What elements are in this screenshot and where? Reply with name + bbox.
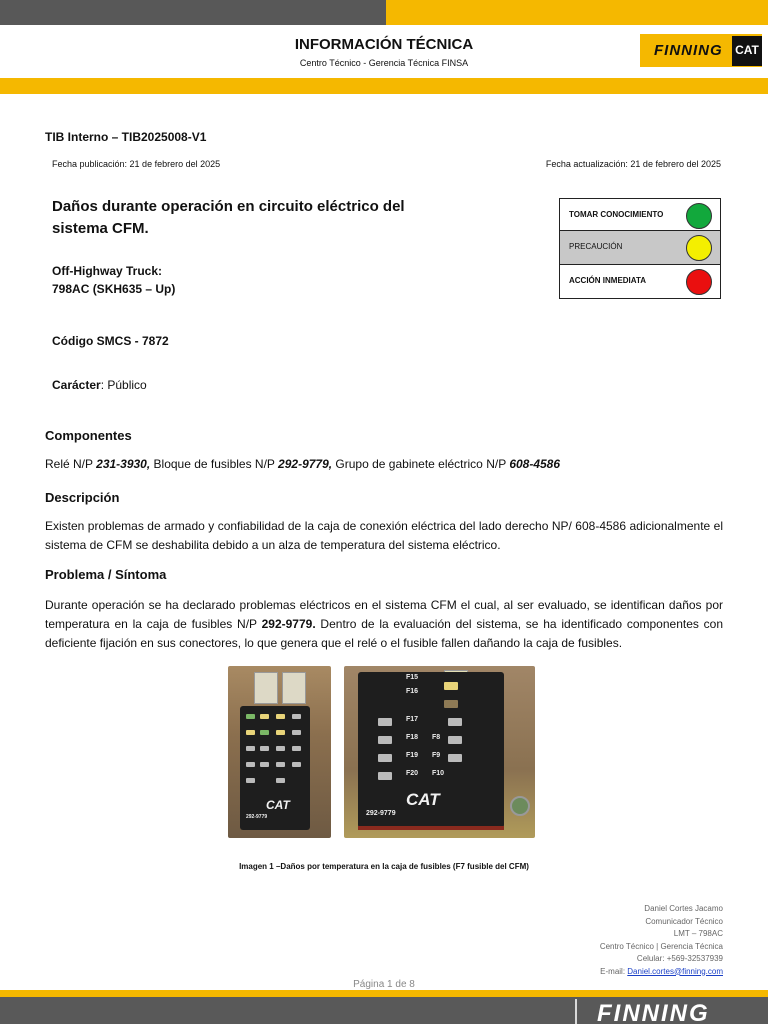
top-yellow-bar [386, 0, 768, 25]
caracter-value: : Público [100, 378, 147, 392]
componentes-heading: Componentes [45, 428, 132, 443]
footer-yellow-bar [0, 990, 768, 997]
header-title: INFORMACIÓN TÉCNICA [294, 36, 474, 53]
header-subtitle: Centro Técnico - Gerencia Técnica FINSA [299, 58, 469, 68]
email-link[interactable]: Daniel.cortes@finning.com [627, 966, 723, 976]
caracter [52, 378, 147, 392]
relay [254, 672, 278, 704]
problema-heading: Problema / Síntoma [45, 567, 167, 582]
email-label: E-mail: [600, 966, 628, 976]
fuse-label: F9 [432, 752, 441, 759]
photo-cat-logo: CAT [406, 790, 440, 809]
photo-cat-logo: CAT [266, 798, 290, 812]
photo-part-number: 292-9779 [246, 814, 268, 820]
fuse-label: F8 [432, 734, 441, 741]
contact-email-line [600, 966, 723, 979]
text-span: Dentro de la evaluación del sistema, se ha identificado componentes con deficiente fijación en sus conectores, lo que genera que el relé o el fusible fallen dañando la caja de fusibles. [45, 617, 724, 650]
fuse-label: F10 [432, 770, 445, 777]
green-circle-icon [686, 203, 712, 229]
fuse-block [358, 672, 504, 828]
photo-part-number: 292-9779 [366, 810, 396, 817]
image-caption: Imagen 1 –Daños por temperatura en la caja de fusibles (F7 fusible del CFM) [239, 862, 529, 871]
alert-label: PRECAUCIÓN [569, 242, 623, 251]
footer-finning-logo: FINNING [597, 1000, 710, 1027]
truck-model [52, 262, 175, 298]
text-span: Durante operación se ha declarado problemas eléctricos en el sistema CFM el cual, al ser evaluado, se identifican daños por temperatura en la caja de fusibles N/P [45, 598, 723, 631]
descripcion-heading: Descripción [45, 490, 120, 505]
alert-label: ACCIÓN INMEDIATA [569, 276, 647, 285]
part-number: 292-9779, [278, 457, 333, 471]
contact-product: LMT – 798AC [673, 929, 723, 938]
red-seal [358, 826, 504, 830]
smcs-code: Código SMCS - 7872 [52, 334, 169, 348]
contact-role: Comunicador Técnico [645, 916, 723, 926]
part-number: 608-4586 [509, 457, 561, 471]
fuse-block [240, 706, 310, 830]
document-title: Daños durante operación en circuito eléctrico del sistema CFM. [52, 198, 405, 237]
fuse-label: F19 [406, 752, 419, 759]
update-date: Fecha actualización: 21 de febrero del 2025 [545, 159, 721, 169]
problema-text [45, 596, 723, 653]
contact-name: Daniel Cortes Jacamo [644, 904, 723, 913]
alert-row-tomar-conocimiento [559, 198, 721, 231]
gauge [510, 796, 530, 816]
header-stripe [0, 78, 768, 94]
finning-logo: FINNING [654, 42, 723, 59]
cat-logo: CAT [735, 43, 759, 57]
alert-label: TOMAR CONOCIMIENTO [569, 210, 664, 219]
contact-block [600, 903, 723, 978]
part-number: 292-9779. [261, 617, 316, 631]
tib-id: TIB Interno – TIB2025008-V1 [45, 130, 207, 144]
descripcion-text: Existen problemas de armado y confiabilidad de la caja de conexión eléctrica del lado derecho NP/ 608-4586 adicionalmente el sistema de CFM se deshabilita debido a un alza de temperatura del sistema eléctrico. [45, 519, 723, 552]
fuse-label: F17 [406, 716, 419, 723]
fuse-box-photo-2 [344, 666, 535, 838]
yellow-circle-icon [686, 235, 712, 261]
contact-dept: Centro Técnico | Gerencia Técnica [599, 941, 723, 951]
fuse-label: F16 [406, 688, 419, 695]
contact-phone: Celular: +569-32537939 [636, 954, 723, 963]
fuse-label: F15 [406, 674, 419, 681]
part-number: 231-3930, [96, 457, 151, 471]
alert-row-precaucion [559, 231, 721, 265]
text-span: Relé N/P [45, 457, 97, 471]
text-span: Grupo de gabinete eléctrico N/P [332, 457, 510, 471]
relay [282, 672, 306, 704]
red-circle-icon [686, 269, 712, 295]
footer-divider [575, 999, 577, 1024]
top-gray-bar [0, 0, 386, 25]
truck-line-1: Off-Highway Truck: [52, 264, 163, 278]
publication-date: Fecha publicación: 21 de febrero del 2025 [52, 159, 221, 169]
caracter-label: Carácter [52, 378, 101, 392]
fuse-label: F20 [406, 770, 419, 777]
fuse-box-photo-1 [228, 666, 331, 838]
truck-line-2: 798AC (SKH635 – Up) [52, 282, 176, 296]
fuse-label: F18 [406, 734, 419, 741]
text-span: Bloque de fusibles N/P [150, 457, 279, 471]
alert-row-accion-inmediata [559, 265, 721, 299]
componentes-text [45, 455, 723, 474]
page-number: Página 1 de 8 [353, 979, 415, 990]
